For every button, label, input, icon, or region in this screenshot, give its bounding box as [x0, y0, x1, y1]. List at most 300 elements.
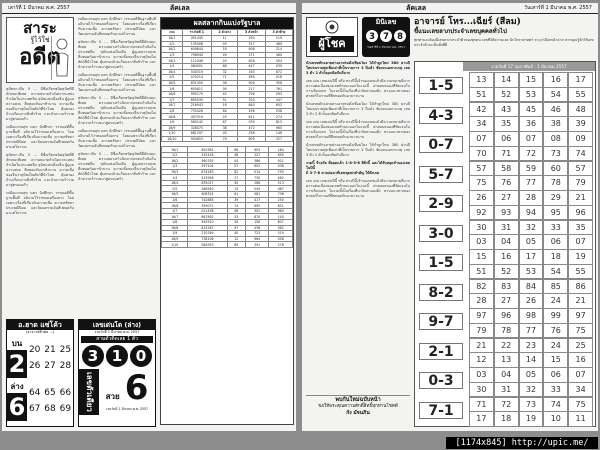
table-cell: 493510 [188, 220, 227, 226]
lotto-badge [362, 17, 410, 57]
master-column [414, 17, 596, 427]
middle-article-text-5: เหมือนกรมสุข นคร นักศึกษา วรรณคดีพื้นฐานพื้นที่ อธิบายไว้ว่าทองเครื่องลาง โดยเฉพาะเรื่องที่เกี่ยวกับความเชื่อ ความศรัทธา ประเพณีนิยม และวัฒนธรรมอันสืบทอดกันมาแต่โบราณ [78, 129, 156, 148]
table-cell: 16/5 [162, 80, 183, 86]
middle-article [78, 17, 156, 317]
results-table-1 [161, 29, 293, 142]
table-cell: 85 [227, 242, 245, 248]
table-cell: 417 [245, 197, 269, 203]
pair-number-cell: 23 [519, 338, 544, 354]
table-cell: 1/6 [162, 86, 183, 92]
key-line-2: มี 3-7-8 ตามต่อมาที่เลขชุดตกสำคัญ ให้สังเกต [306, 171, 380, 175]
pair-label: 9-7 [419, 313, 463, 330]
pair-number-cell: 79 [568, 175, 593, 191]
table-cell: 602 [265, 103, 292, 109]
top-row-digit: 2 [8, 350, 26, 378]
pair-numbers-grid [469, 72, 593, 426]
table-cell: 993170 [182, 91, 211, 97]
table-cell: 49 [211, 52, 237, 58]
table-cell: 12 [227, 236, 245, 242]
table-cell: 06 [211, 80, 237, 86]
table-cell: 03 [211, 41, 237, 47]
table-cell: 48 [227, 152, 245, 158]
pair-number-cell: 03 [469, 234, 494, 250]
middle-article-text-4: สุนัขชาวจีน 5 ... มีชื่อเรียกชนิดสุนัขที่มีลักษณะพิเศษ ความหมายกำเนิดจากแหล่งกำเนิดในประเทศจีน สุนัขแห่งเมืองจีน ผู้ดูแลความสงบ สืบทอดกันมาช้านาน ความเชื่อของจีนว่าสุนัขเป็นสัตว์ที่นำโชค คุ้มครองบ้านเรือนจากสิ่งชั่วร้าย และนำความร่ำรวยมาสู่ครอบครัว [78, 96, 156, 125]
column-big-word: อดีต [19, 44, 61, 70]
pair-number-row [469, 323, 593, 338]
pair-number-cell: 74 [543, 397, 568, 413]
pair-number-row [469, 87, 593, 102]
table-cell: 460 [265, 52, 292, 58]
table-cell: 20 [211, 58, 237, 64]
pair-number-cell: 71 [469, 397, 494, 413]
pair-number-cell: 75 [568, 323, 593, 339]
pair-label: 0-7 [419, 136, 463, 153]
pair-number-cell: 26 [469, 190, 494, 206]
table-cell: 1/10 [162, 242, 188, 248]
table-cell: 16/2 [162, 47, 183, 53]
table-cell: 391 [245, 242, 269, 248]
table-cell: 1/4 [162, 175, 188, 181]
pair-number-cell: 15 [469, 249, 494, 265]
table-cell: 268 [245, 180, 269, 186]
table-cell: 61 [227, 192, 245, 198]
pair-number-cell: 06 [543, 234, 568, 250]
body-text-4: นักเลขหลักฉลายต่างอาศรมดั่งเชื่อมโยง ได้กำลูกใหม่ 380 ผ่านปีใหม่จนรายพุ่งเพิ่มเต่าที่เป็นรายการ 3 ปีแล้ว ชัดเจนเฉพาะเกตุ เลข 3 ตัว 2 ตัวก็ออกติดกันถี่มาก [306, 143, 410, 157]
pair-number-cell: 28 [519, 190, 544, 206]
pair-number-cell: 45 [519, 102, 544, 118]
figure-icon [52, 36, 72, 80]
results-header-cell: 3 ตัวท้าย [265, 30, 292, 36]
table-cell: 18 [211, 47, 237, 53]
table-cell: 039 [265, 63, 292, 69]
column-title-box [6, 17, 74, 83]
pair-number-cell: 16 [543, 72, 568, 88]
table-cell: 447 [265, 97, 292, 103]
column-subtitle: รู้ไว้ใช่ [30, 36, 50, 44]
table-cell: 16/7 [162, 103, 183, 109]
table-cell: 274 [265, 114, 292, 120]
pair-number-cell: 97 [469, 308, 494, 324]
master-text: ทุกท่านจะต้องมีเลขลาภประจำตัวของทุกคน เลขที่ให้ความเฮง นักโหราศาสตร์ ระบุว่ามีเลขนำลาภ หากคุณรู้จักใช้เลขประจำตัวจะเป็นสิ่งที่ดี [414, 38, 594, 47]
table-cell: 16/6 [162, 91, 183, 97]
promo-date: งวดวันที่ 1 มีนาคม พ.ศ. 2557 [94, 330, 140, 334]
column-article-text-repeat-2: สุนัขชาวจีน 5 ... มีชื่อเรียกชนิดสุนัขที่มีลักษณะพิเศษ ความหมายกำเนิดจากแหล่งกำเนิดในประเทศจีน สุนัขแห่งเมืองจีน ผู้ดูแลความสงบ สืบทอดกันมาช้านาน ความเชื่อของจีนว่าสุนัขเป็นสัตว์ที่นำโชค คุ้มครองบ้านเรือนจากสิ่งชั่วร้าย และนำความร่ำรวยมาสู่ครอบครัว [6, 153, 74, 187]
pair-number-cell: 33 [543, 220, 568, 236]
table-cell: 821 [269, 203, 293, 209]
pair-number-cell: 96 [494, 308, 519, 324]
table-cell: 16/4 [162, 180, 188, 186]
pair-number-cell: 93 [494, 205, 519, 221]
pair-number-cell: 04 [494, 234, 519, 250]
table-cell: 906 [238, 47, 266, 53]
pair-number-cell: 31 [494, 382, 519, 398]
table-cell: 84 [211, 108, 237, 114]
right-header-title: ลัคเลล [406, 4, 427, 12]
lotto-date: วันเสาร์ที่ 1 มีนาคม พ.ศ. 2557 [367, 45, 405, 49]
table-cell: 66 [227, 147, 245, 153]
lucky-number: 27 [44, 360, 56, 371]
table-cell: 840 [238, 103, 266, 109]
table-cell: 039 [238, 119, 266, 125]
results-header-cell: 2 ตัวล่าง [211, 30, 237, 36]
table-cell: 26 [227, 220, 245, 226]
table-cell: 540319 [182, 69, 211, 75]
table-cell: 250 [269, 197, 293, 203]
pair-number-cell: 13 [494, 352, 519, 368]
footer-subtext: ขอให้พระคุณความศักดิ์สิทธิ์ทุกท่านโชคดี [318, 404, 398, 409]
table-cell: 320 [238, 97, 266, 103]
pair-number-row [469, 338, 593, 353]
pair-label: 8-2 [419, 284, 463, 301]
table-cell: 16 [211, 103, 237, 109]
results-title: ผลสลากกินแบ่งรัฐบาล [161, 18, 293, 29]
pair-number-cell: 12 [469, 352, 494, 368]
table-cell: 16/1 [162, 147, 188, 153]
table-cell: 605811 [182, 86, 211, 92]
column-article [6, 87, 74, 317]
column-article-text: สุนัขชาวจีน 5 ... มีชื่อเรียกชนิดสุนัขที่มีลักษณะพิเศษ ความหมายกำเนิดจากแหล่งกำเนิดในประเทศจีน สุนัขแห่งเมืองจีน ผู้ดูแลความสงบ สืบทอดกันมาช้านาน ความเชื่อของจีนว่าสุนัขเป็นสัตว์ที่นำโชค คุ้มครองบ้านเรือนจากสิ่งชั่วร้าย และนำความร่ำรวยมาสู่ครอบครัว [6, 87, 74, 121]
table-cell: 327 [265, 136, 292, 142]
pair-number-cell: 76 [494, 175, 519, 191]
table-row [162, 242, 293, 248]
pair-number-row [469, 352, 593, 367]
table-cell: 504 [265, 58, 292, 64]
lucky-number: 66 [59, 387, 72, 398]
pair-number-row [469, 102, 593, 117]
pair-number-cell: 17 [519, 249, 544, 265]
table-cell: 51 [211, 97, 237, 103]
table-cell: 38 [211, 125, 237, 131]
pair-number-cell: 77 [519, 323, 544, 339]
pair-number-cell: 73 [519, 397, 544, 413]
table-cell: 74 [227, 203, 245, 209]
table-cell: 67 [211, 119, 237, 125]
logo-text: ผู้โชค [310, 36, 354, 52]
pair-number-cell: 30 [469, 382, 494, 398]
table-cell: 216943 [182, 103, 211, 109]
main-footer [306, 395, 410, 427]
table-cell: 146 [265, 131, 292, 137]
table-cell: 27 [227, 175, 245, 181]
table-cell: 270349 [188, 231, 227, 237]
pair-number-cell: 75 [469, 175, 494, 191]
table-cell: 093 [265, 91, 292, 97]
left-header-date: เสาร์ที่ 1 มีนาคม พ.ศ. 2557 [8, 5, 70, 11]
table-cell: 16/9 [162, 236, 188, 242]
table-cell: 650 [269, 152, 293, 158]
pair-number-cell: 57 [469, 161, 494, 177]
middle-article-text-3: เหมือนกรมสุข นคร นักศึกษา วรรณคดีพื้นฐานพื้นที่ อธิบายไว้ว่าทองเครื่องลาง โดยเฉพาะเรื่องที่เกี่ยวกับความเชื่อ ความศรัทธา ประเพณีนิยม และวัฒนธรรมอันสืบทอดกันมาแต่โบราณ [78, 73, 156, 92]
lead-text: นักเลขหลักฉลายต่างอาศรมดั่งเชื่อมโยง ได้กำลูกใหม่ 380 ผ่านปีใหม่จนรายพุ่งเพิ่มเต่าที่เป็นรายการ 3 ปีแล้ว ชัดเจนเฉพาะเกตุ เลข 3 ตัว 2 ตัวก็ออกติดกันถี่มาก [306, 61, 410, 75]
top-row-numbers [27, 342, 73, 374]
pair-number-cell: 35 [568, 220, 593, 236]
table-cell: 1/9 [162, 231, 188, 237]
table-cell: 447 [238, 63, 266, 69]
bottom-row-label: ล่าง [10, 382, 24, 391]
pair-number-cell: 72 [494, 397, 519, 413]
table-cell: 09 [211, 86, 237, 92]
promo-number [79, 345, 155, 367]
pair-number-cell: 71 [494, 146, 519, 162]
table-cell: 79 [211, 136, 237, 142]
bottom-row-numbers [27, 385, 73, 417]
pair-number-cell: 46 [543, 102, 568, 118]
table-cell: 16/2 [162, 158, 188, 164]
pair-number-row [469, 234, 593, 249]
pair-number-cell: 27 [494, 190, 519, 206]
pair-number-cell: 19 [568, 249, 593, 265]
column-decorative-figure [51, 36, 71, 80]
table-cell: 895030 [182, 97, 211, 103]
table-cell: 214 [265, 47, 292, 53]
pair-number-cell: 54 [543, 264, 568, 280]
pair-number-cell: 42 [469, 102, 494, 118]
table-cell: 317 [238, 41, 266, 47]
results-header-cell: 3 ตัวหน้า [238, 30, 266, 36]
pair-number-cell: 34 [568, 382, 593, 398]
pair-number-row [469, 293, 593, 308]
pair-number-cell: 82 [469, 279, 494, 295]
top-row-label-group [7, 337, 27, 378]
table-cell: 119 [265, 36, 292, 42]
pair-number-cell: 57 [568, 161, 593, 177]
table-cell: 605 [238, 136, 266, 142]
pair-number-row [469, 411, 593, 426]
body-text-5: เลข เด่น เลขเด่นปีนี้ หรือ ทางปีนี้เจ้าของเลขแล้วมีความหมายดีมาก ความต่อเนื่องของเลขท้ายจะออกในงวดนี้ ค่าตอบสนองที่ชัดเจนในการเลือกเลข ในงวดนี้เป็นเรื่องที่น่าจับตามองยิ่ง ตามแนวทางของศาสตร์โบราณที่สืบทอดกันมายาวนาน [306, 179, 410, 198]
table-cell: 611 [238, 114, 266, 120]
right-header-date: วันเสาร์ที่ 1 มีนาคม พ.ศ. 2557 [524, 5, 592, 11]
pair-number-row [469, 205, 593, 220]
table-cell: 607 [269, 220, 293, 226]
pair-number-cell: 54 [543, 87, 568, 103]
table-cell: 908324 [188, 192, 227, 198]
pair-number-row [469, 279, 593, 294]
table-cell: 087 [269, 186, 293, 192]
table-cell: 081 [245, 192, 269, 198]
pair-number-row [469, 72, 593, 87]
table-cell: 960 [265, 125, 292, 131]
pair-number-cell: 83 [494, 279, 519, 295]
table-cell: 730 [245, 175, 269, 181]
pair-number-row [469, 220, 593, 235]
table-cell: 16/5 [162, 192, 188, 198]
pair-number-cell: 14 [494, 72, 519, 88]
table-cell: 39 [227, 197, 245, 203]
table-cell: 40 [227, 231, 245, 237]
table-cell: 1/10 [162, 131, 183, 137]
table-cell: 217 [238, 86, 266, 92]
right-page [302, 3, 598, 431]
table-cell: 761 [265, 86, 292, 92]
table-cell: 538 [265, 108, 292, 114]
image-caption: [1174x845] http://upic.me/ [446, 437, 598, 449]
table-cell: 872 [265, 69, 292, 75]
emblem-icon [325, 20, 339, 34]
pair-number-cell: 08 [543, 131, 568, 147]
pair-number-cell: 15 [543, 352, 568, 368]
left-header-title: ลัคเลล [169, 4, 190, 12]
single-date: งวดวันที่ 1 มีนาคม พ.ศ. 2557 [105, 407, 149, 411]
table-cell: 584923 [188, 242, 227, 248]
pair-number-cell: 03 [469, 367, 494, 383]
table-cell: 112446 [182, 58, 211, 64]
table-cell: 382 [269, 225, 293, 231]
table-cell: 297104 [188, 164, 227, 170]
pair-number-cell: 07 [519, 131, 544, 147]
table-cell: 904 [238, 80, 266, 86]
pair-number-cell: 52 [494, 264, 519, 280]
pair-number-cell: 15 [519, 72, 544, 88]
table-cell: 589 [238, 75, 266, 81]
pair-number-row [469, 161, 593, 176]
pair-number-cell: 32 [519, 220, 544, 236]
left-page-header [2, 3, 296, 14]
pair-number-row [469, 116, 593, 131]
pair-number-cell: 72 [519, 146, 544, 162]
promo-subtitle: สามตัวติดเลย 1 ตัว [81, 336, 153, 343]
table-cell: 82 [227, 169, 245, 175]
table-cell: 903 [245, 147, 269, 153]
pair-label: 3-0 [419, 225, 463, 242]
table-cell: 549 [245, 186, 269, 192]
pair-number-cell: 21 [568, 190, 593, 206]
lucky-number: 65 [44, 387, 56, 398]
logo-emblem [307, 20, 357, 34]
key-line: งวดนี้ จ้ายวัด สี่ยอดแล้ว 1-8-3-6 สิสิงนี้ และได้จับหลุดจำนองเลขในปีนี้ [306, 161, 410, 170]
table-cell: 186540 [188, 186, 227, 192]
single-digit: 6 [124, 368, 149, 408]
pair-number-cell: 17 [568, 72, 593, 88]
right-page-header [302, 3, 598, 14]
table-cell: 904653 [182, 136, 211, 142]
lotto-label: มินิเลข [375, 18, 397, 26]
lucky-number: 28 [59, 360, 72, 371]
pair-number-cell: 09 [568, 131, 593, 147]
bottom-row [7, 380, 73, 421]
pair-number-cell: 31 [494, 220, 519, 236]
table-cell: 1/2 [162, 152, 188, 158]
pair-number-cell: 11 [568, 411, 593, 427]
pair-number-cell: 27 [494, 293, 519, 309]
table-cell: 016 [265, 75, 292, 81]
table-cell: 16/7 [162, 214, 188, 220]
pair-number-cell: 78 [494, 323, 519, 339]
body-text-3: เลข เด่น เลขเด่นปีนี้ หรือ ทางปีนี้เจ้าของเลขแล้วมีความหมายดีมาก ความต่อเนื่องของเลขท้ายจะออกในงวดนี้ ค่าตอบสนองที่ชัดเจนในการเลือกเลข ในงวดนี้เป็นเรื่องที่น่าจับตามองยิ่ง ตามแนวทางของศาสตร์โบราณที่สืบทอดกันมายาวนาน [306, 120, 410, 139]
pair-label: 4-3 [419, 107, 463, 124]
pair-number-cell: 05 [519, 234, 544, 250]
pair-number-cell: 39 [568, 116, 593, 132]
table-cell: 290 [238, 36, 266, 42]
pair-number-cell: 21 [568, 293, 593, 309]
pair-number-cell: 95 [543, 205, 568, 221]
pair-number-cell: 79 [469, 323, 494, 339]
pair-number-cell: 25 [568, 338, 593, 354]
table-cell: 798940 [182, 52, 211, 58]
table-cell: 11 [211, 36, 237, 42]
table-cell: 560142 [182, 119, 211, 125]
table-cell: 921 [269, 158, 293, 164]
lucky-number: 67 [28, 403, 41, 414]
pair-number-cell: 60 [543, 161, 568, 177]
table-cell: 371 [238, 52, 266, 58]
lucky-number: 69 [59, 403, 72, 414]
table-cell: 436 [245, 225, 269, 231]
pair-number-cell: 18 [543, 249, 568, 265]
table-cell: 2/5 [162, 75, 183, 81]
table-cell: 462 [269, 175, 293, 181]
table-cell: 1/2 [162, 41, 183, 47]
digit-ball: 3 [366, 30, 378, 42]
pairs-column [415, 62, 467, 428]
middle-article-text: เหมือนกรมสุข นคร นักศึกษา วรรณคดีพื้นฐานพื้นที่ อธิบายไว้ว่าทองเครื่องลาง โดยเฉพาะเรื่องที่เกี่ยวกับความเชื่อ ความศรัทธา ประเพณีนิยม และวัฒนธรรมอันสืบทอดกันมาแต่โบราณ [78, 17, 156, 36]
pair-number-cell: 07 [469, 131, 494, 147]
pair-number-cell: 58 [494, 161, 519, 177]
table-cell: 820381 [188, 147, 227, 153]
table-cell: 328075 [182, 125, 211, 131]
pair-number-cell: 84 [519, 279, 544, 295]
pair-number-cell: 74 [568, 146, 593, 162]
expert-box [6, 319, 74, 427]
table-cell: 681297 [182, 131, 211, 137]
pair-label: 1-5 [419, 254, 463, 271]
pair-number-row [469, 264, 593, 279]
pair-number-row [469, 382, 593, 397]
table-cell: 90 [227, 180, 245, 186]
pair-number-cell: 06 [543, 367, 568, 383]
table-cell: 42 [211, 91, 237, 97]
table-cell: 489 [265, 41, 292, 47]
pair-number-cell: 26 [519, 293, 544, 309]
table-cell: 08 [227, 208, 245, 214]
pair-number-cell: 51 [469, 264, 494, 280]
body-text: เลข เด่น เลขเด่นปีนี้ หรือ ทางปีนี้เจ้าของเลขแล้วมีความหมายดีมาก ความต่อเนื่องของเลขท้ายจะออกในงวดนี้ ค่าตอบสนองที่ชัดเจนในการเลือกเลข ในงวดนี้เป็นเรื่องที่น่าจับตามองยิ่ง ตามแนวทางของศาสตร์โบราณที่สืบทอดกันมายาวนาน [306, 79, 410, 98]
pair-number-cell: 07 [568, 234, 593, 250]
pair-number-cell: 78 [543, 175, 568, 191]
master-name: อาจารย์ โหร...เฉียร์ (สีลม) [414, 17, 521, 27]
lucky-number: 25 [59, 344, 72, 355]
pair-number-row [469, 249, 593, 264]
table-cell: 649644 [182, 47, 211, 53]
pair-number-cell: 99 [543, 308, 568, 324]
pair-number-cell: 29 [543, 190, 568, 206]
pair-number-cell: 32 [519, 382, 544, 398]
single-digit-group [99, 369, 155, 415]
table-cell: 1/7 [162, 208, 188, 214]
table-cell: 070214 [182, 75, 211, 81]
column-article-text-repeat: เหมือนกรมสุข นคร นักศึกษา วรรณคดีพื้นฐานพื้นที่ อธิบายไว้ว่าทองเครื่องลาง โดยเฉพาะเรื่องที่เกี่ยวกับความเชื่อ ความศรัทธา ประเพณีนิยม และวัฒนธรรมอันสืบทอดกันมาแต่โบราณ [6, 125, 74, 149]
table-cell: 021436 [188, 208, 227, 214]
table-cell: 635017 [188, 180, 227, 186]
pair-number-cell: 17 [469, 411, 494, 427]
period-label: งวดวันที่ 17 กุมภาพันธ์ - 1 มีนาคม 2557 [463, 62, 595, 71]
table-cell: 964 [245, 236, 269, 242]
pair-number-cell: 98 [519, 308, 544, 324]
pair-number-cell: 55 [568, 264, 593, 280]
logo-box [306, 17, 358, 57]
bottom-row-digit: 6 [8, 393, 26, 421]
digit-ball: 0 [130, 345, 152, 367]
digit-ball: 3 [82, 345, 104, 367]
table-cell: 145 [269, 214, 293, 220]
table-cell: 03 [211, 131, 237, 137]
table-cell: 1/9 [162, 119, 183, 125]
table-cell: 795 [269, 169, 293, 175]
results-header-cell: งวด [162, 30, 183, 36]
pair-number-row [469, 367, 593, 382]
pair-number-cell: 19 [519, 411, 544, 427]
table-cell: 652 [245, 164, 269, 170]
pair-label: 7-1 [419, 402, 463, 419]
